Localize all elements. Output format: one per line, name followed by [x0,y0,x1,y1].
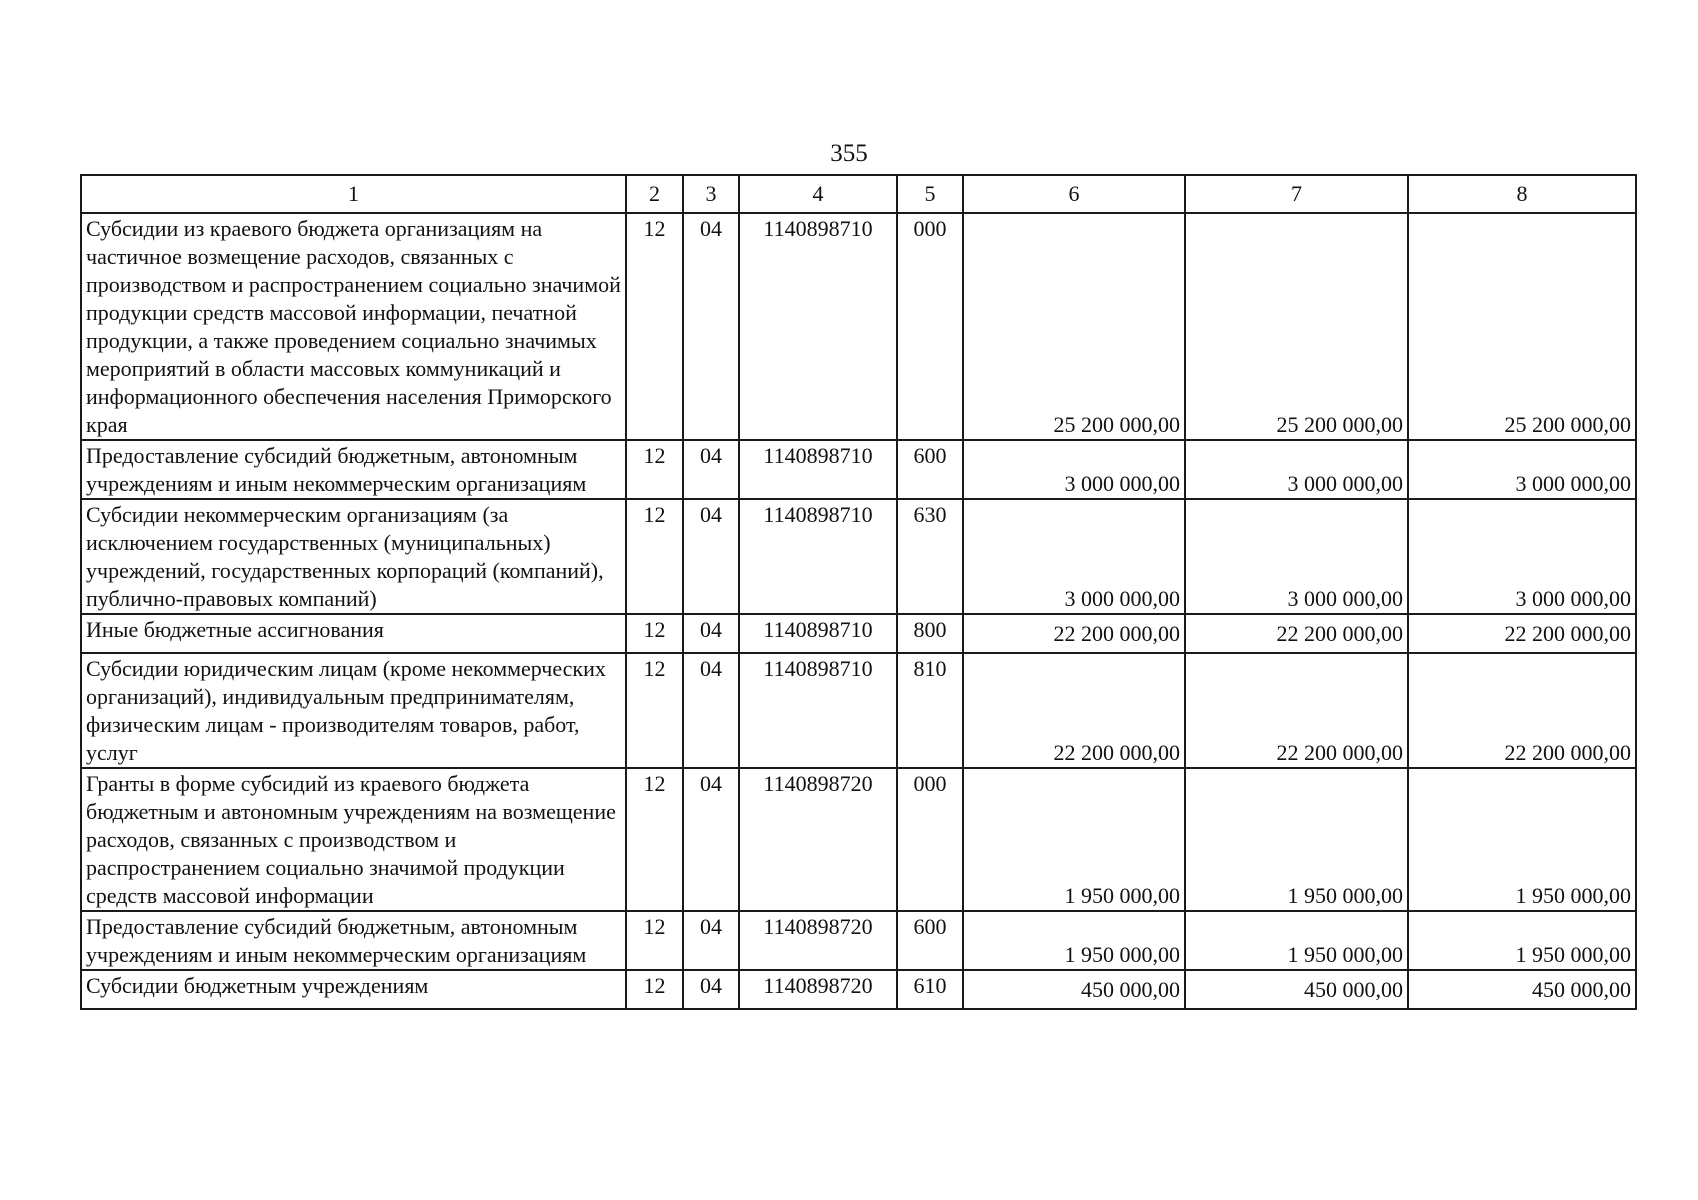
row-name: Гранты в форме субсидий из краевого бюджета бюджетным и автономным учреждениям на возмещение расходов, связанных с производством и распространением социально значимой продукции средств массовой информации [81,768,626,911]
row-code-target: 1140898710 [739,440,897,499]
row-name: Субсидии некоммерческим организациям (за исключением государственных (муниципальных) учреждений, государственных корпораций (компаний), публично-правовых компаний) [81,499,626,614]
table-row [81,768,1636,911]
row-amount-col6: 22 200 000,00 [963,653,1185,768]
row-code-type: 630 [897,499,963,614]
row-code-type: 600 [897,440,963,499]
row-amount-col8: 22 200 000,00 [1408,653,1636,768]
row-amount-col7: 1 950 000,00 [1185,768,1408,911]
table-row [81,653,1636,768]
row-name: Предоставление субсидий бюджетным, автономным учреждениям и иным некоммерческим организациям [81,440,626,499]
row-code-subsection: 04 [683,911,739,970]
column-header: 7 [1185,175,1408,213]
row-amount-col7: 25 200 000,00 [1185,213,1408,440]
row-code-target: 1140898720 [739,768,897,911]
row-amount-col6: 25 200 000,00 [963,213,1185,440]
row-amount-col8: 25 200 000,00 [1408,213,1636,440]
row-code-section: 12 [626,970,683,1009]
row-amount-col8: 1 950 000,00 [1408,768,1636,911]
row-code-section: 12 [626,213,683,440]
row-amount-col7: 3 000 000,00 [1185,499,1408,614]
row-name: Субсидии из краевого бюджета организациям на частичное возмещение расходов, связанных с производством и распространением социально значимой продукции средств массовой информации, печатной продукции, а также проведением социально значимых мероприятий в области массовых коммуникаций и информационного обеспечения населения Приморского края [81,213,626,440]
row-code-section: 12 [626,499,683,614]
row-code-type: 000 [897,213,963,440]
row-code-target: 1140898720 [739,911,897,970]
row-code-subsection: 04 [683,213,739,440]
table-row [81,911,1636,970]
table-row [81,499,1636,614]
row-code-subsection: 04 [683,653,739,768]
row-code-target: 1140898710 [739,213,897,440]
row-amount-col6: 1 950 000,00 [963,768,1185,911]
table-row [81,440,1636,499]
row-code-section: 12 [626,911,683,970]
row-amount-col6: 1 950 000,00 [963,911,1185,970]
column-header: 8 [1408,175,1636,213]
row-code-subsection: 04 [683,499,739,614]
row-code-section: 12 [626,614,683,653]
column-header: 4 [739,175,897,213]
row-code-subsection: 04 [683,440,739,499]
row-amount-col8: 1 950 000,00 [1408,911,1636,970]
row-amount-col8: 3 000 000,00 [1408,440,1636,499]
row-code-type: 810 [897,653,963,768]
column-header: 5 [897,175,963,213]
row-code-type: 000 [897,768,963,911]
row-amount-col8: 22 200 000,00 [1408,614,1636,653]
row-code-target: 1140898710 [739,499,897,614]
table-row [81,213,1636,440]
row-amount-col6: 3 000 000,00 [963,499,1185,614]
row-name: Субсидии бюджетным учреждениям [81,970,626,1009]
row-amount-col8: 450 000,00 [1408,970,1636,1009]
row-amount-col6: 3 000 000,00 [963,440,1185,499]
row-code-type: 800 [897,614,963,653]
row-amount-col6: 22 200 000,00 [963,614,1185,653]
row-code-subsection: 04 [683,768,739,911]
row-code-section: 12 [626,768,683,911]
row-code-target: 1140898720 [739,970,897,1009]
row-code-target: 1140898710 [739,614,897,653]
row-code-type: 610 [897,970,963,1009]
row-code-section: 12 [626,653,683,768]
row-name: Субсидии юридическим лицам (кроме некоммерческих организаций), индивидуальным предпринимателям, физическим лицам - производителям товаров, работ, услуг [81,653,626,768]
row-amount-col7: 22 200 000,00 [1185,614,1408,653]
row-amount-col7: 450 000,00 [1185,970,1408,1009]
row-amount-col8: 3 000 000,00 [1408,499,1636,614]
row-code-subsection: 04 [683,970,739,1009]
row-amount-col7: 22 200 000,00 [1185,653,1408,768]
row-amount-col7: 1 950 000,00 [1185,911,1408,970]
header-row [81,175,1636,213]
column-header: 3 [683,175,739,213]
table-row [81,970,1636,1009]
column-header: 2 [626,175,683,213]
row-code-subsection: 04 [683,614,739,653]
page-number: 355 [830,140,868,167]
column-header: 1 [81,175,626,213]
row-amount-col7: 3 000 000,00 [1185,440,1408,499]
row-name: Иные бюджетные ассигнования [81,614,626,653]
column-header: 6 [963,175,1185,213]
row-amount-col6: 450 000,00 [963,970,1185,1009]
budget-table [80,174,1637,1010]
table-row [81,614,1636,653]
row-code-type: 600 [897,911,963,970]
row-code-target: 1140898710 [739,653,897,768]
row-name: Предоставление субсидий бюджетным, автономным учреждениям и иным некоммерческим организациям [81,911,626,970]
row-code-section: 12 [626,440,683,499]
